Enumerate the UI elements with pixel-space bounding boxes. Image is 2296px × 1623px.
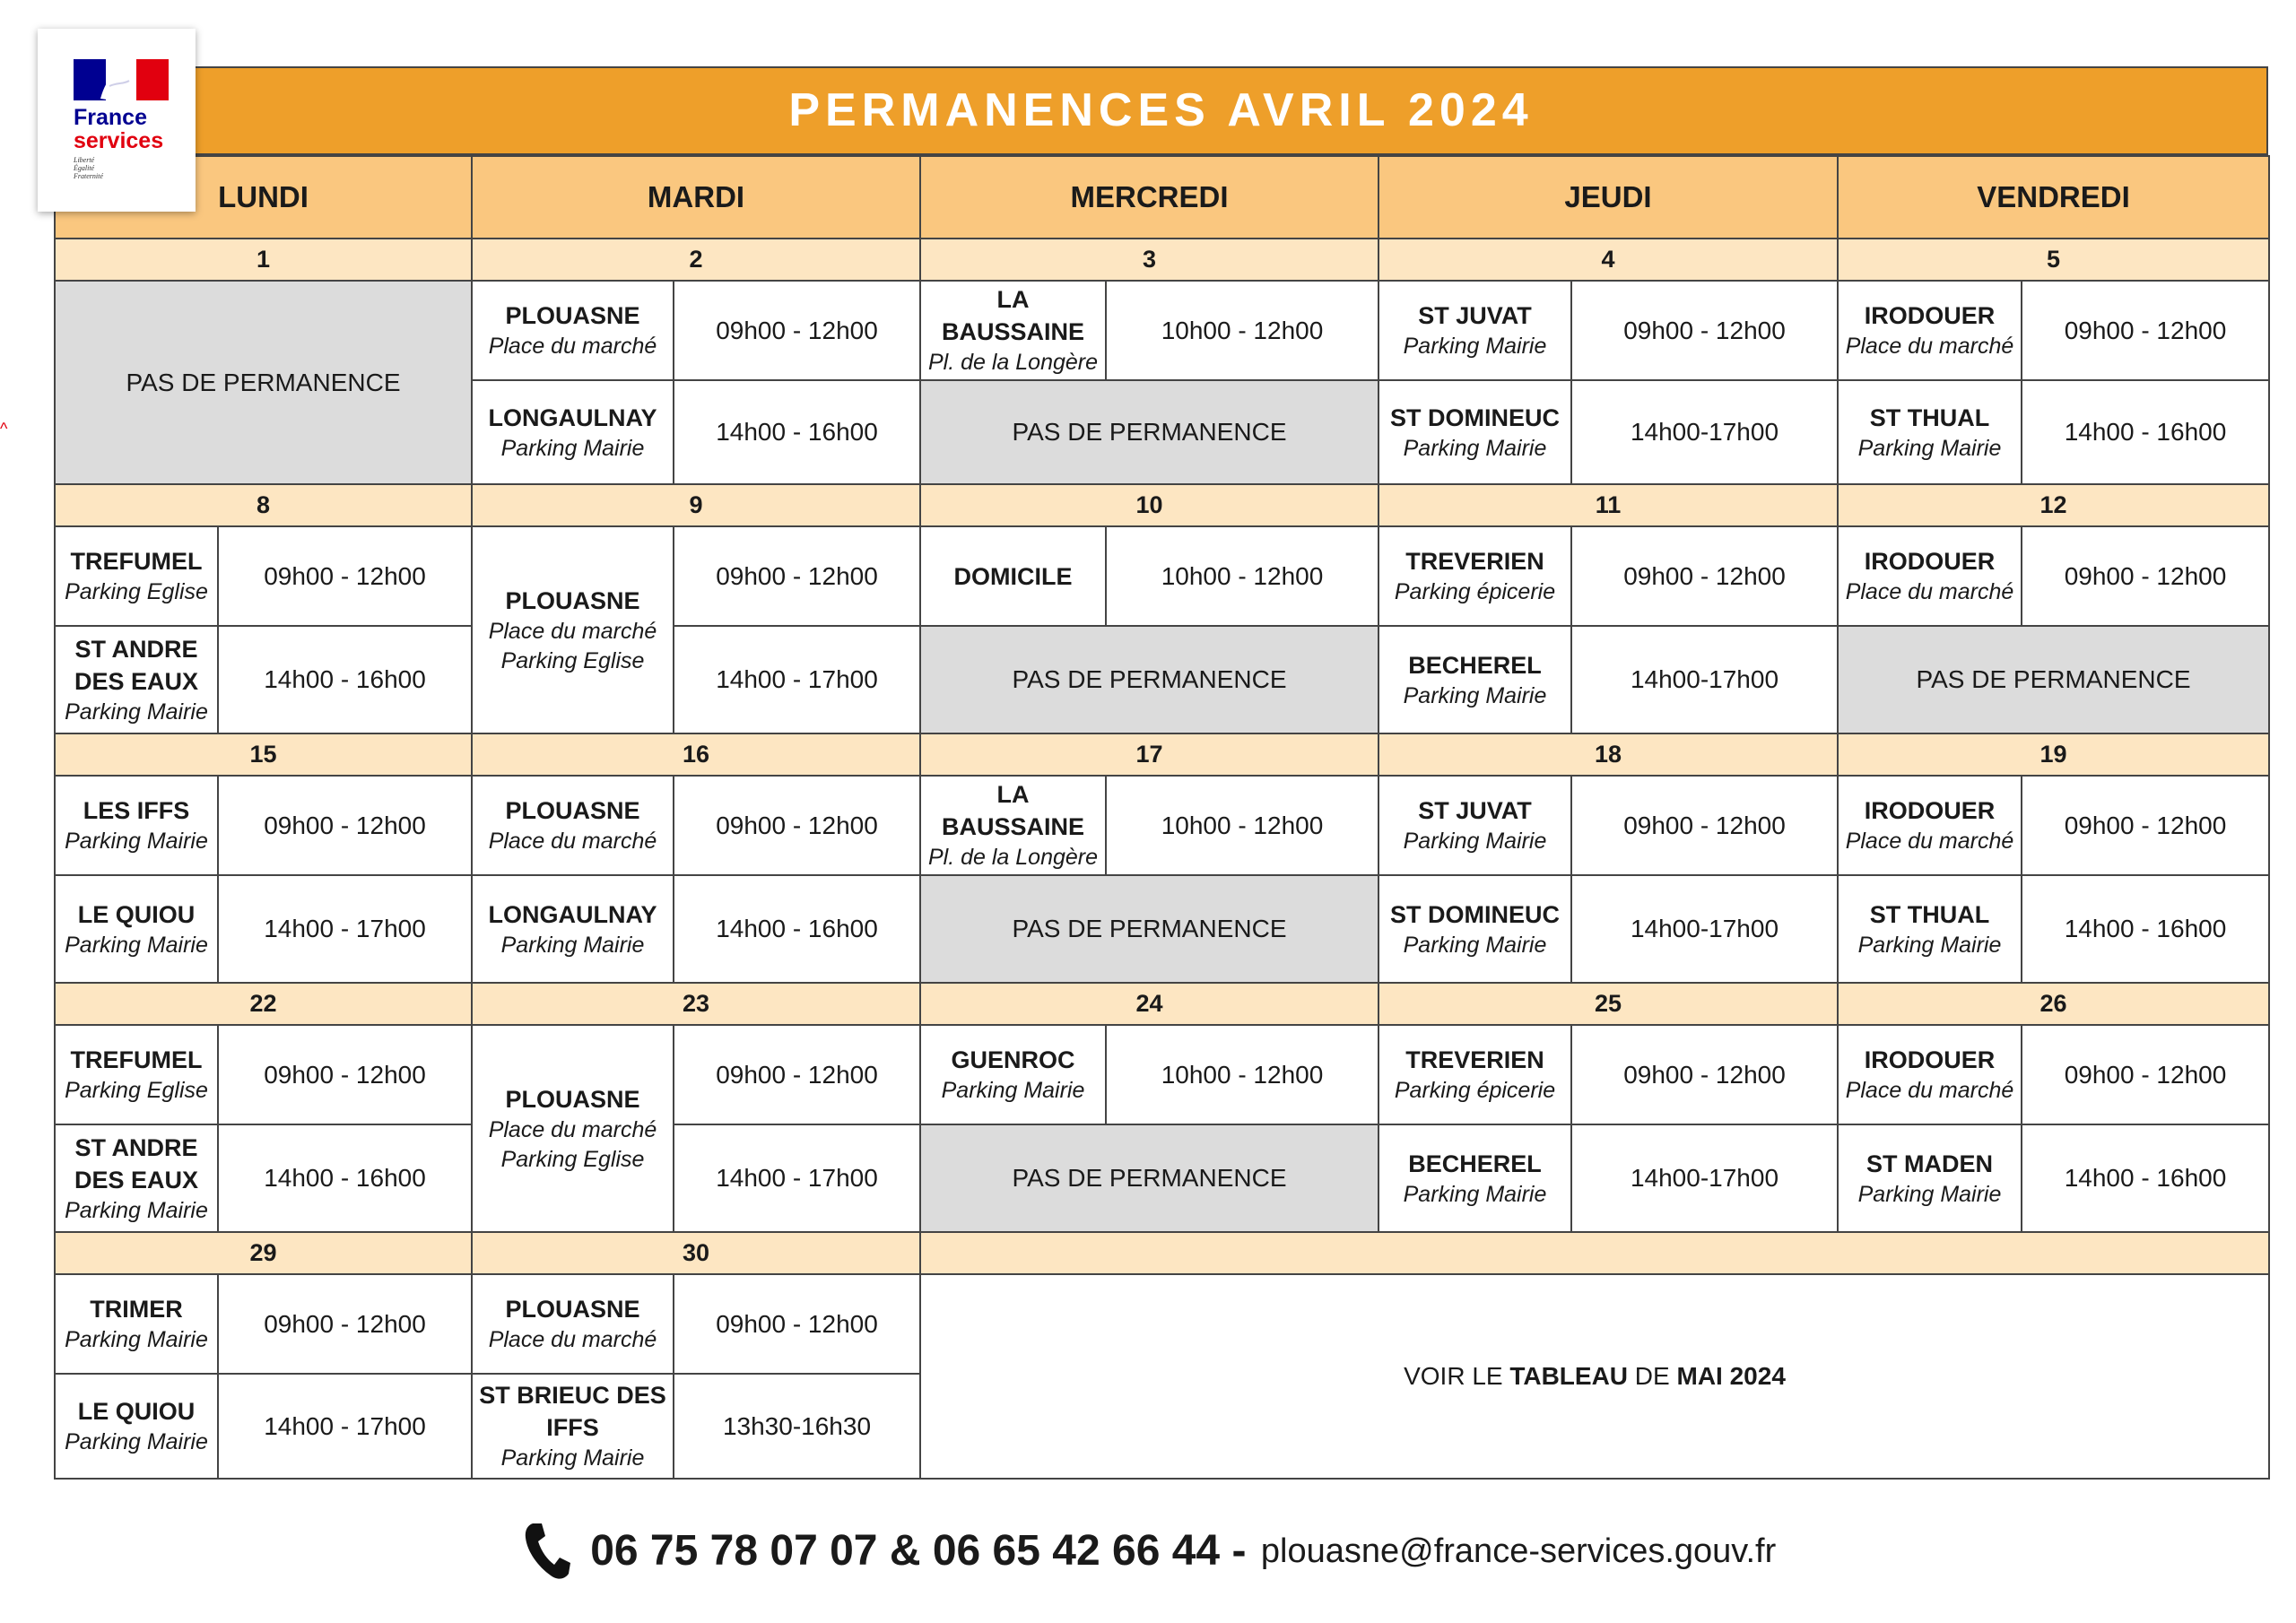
location-cell: TRIMER Parking Mairie <box>55 1274 218 1374</box>
date-row <box>55 733 2269 776</box>
date-cell: 11 <box>1378 484 1838 526</box>
date-cell: 24 <box>920 983 1378 1025</box>
no-permanence-cell: PAS DE PERMANENCE <box>55 281 472 484</box>
page-title: PERMANENCES AVRIL 2024 <box>54 66 2268 155</box>
time-cell: 14h00 - 17h00 <box>218 875 472 983</box>
location-cell: ST THUAL Parking Mairie <box>1838 875 2022 983</box>
date-cell: 18 <box>1378 733 1838 776</box>
location-cell: LES IFFS Parking Mairie <box>55 776 218 875</box>
location-cell: GUENROC Parking Mairie <box>920 1025 1106 1124</box>
date-cell: 4 <box>1378 239 1838 281</box>
date-cell: 3 <box>920 239 1378 281</box>
time-cell: 09h00 - 12h00 <box>674 776 920 875</box>
time-cell: 09h00 - 12h00 <box>674 1025 920 1124</box>
date-cell: 12 <box>1838 484 2269 526</box>
location-cell: LONGAULNAY Parking Mairie <box>472 380 674 484</box>
schedule-table <box>54 155 2270 1480</box>
time-cell: 09h00 - 12h00 <box>2022 281 2269 380</box>
date-cell: 30 <box>472 1232 920 1274</box>
time-cell: 14h00 - 16h00 <box>674 380 920 484</box>
see-may-table-note: VOIR LE TABLEAU DE MAI 2024 <box>920 1274 2269 1479</box>
day-header-mercredi: MERCREDI <box>920 156 1378 239</box>
contact-footer <box>0 1520 2296 1583</box>
morning-row <box>55 281 2269 380</box>
location-cell: ST DOMINEUC Parking Mairie <box>1378 380 1571 484</box>
date-row <box>55 983 2269 1025</box>
empty-date-cell <box>920 1232 2269 1274</box>
location-cell: PLOUASNE Place du marché <box>472 281 674 380</box>
time-cell: 14h00 - 16h00 <box>674 875 920 983</box>
no-permanence-cell: PAS DE PERMANENCE <box>920 380 1378 484</box>
time-cell: 14h00 - 16h00 <box>2022 1124 2269 1232</box>
location-cell: ST ANDRE DES EAUX Parking Mairie <box>55 1124 218 1232</box>
morning-row <box>55 1274 2269 1374</box>
location-cell: TREFUMEL Parking Eglise <box>55 1025 218 1124</box>
location-cell: LA BAUSSAINE Pl. de la Longère <box>920 776 1106 875</box>
location-cell: PLOUASNE Place du marché Parking Eglise <box>472 526 674 733</box>
time-cell: 14h00-17h00 <box>1571 380 1838 484</box>
location-cell: ST JUVAT Parking Mairie <box>1378 281 1571 380</box>
date-cell: 26 <box>1838 983 2269 1025</box>
logo-services-text: services <box>74 128 164 153</box>
afternoon-row <box>55 1124 2269 1232</box>
time-cell: 14h00 - 17h00 <box>218 1374 472 1479</box>
time-cell: 09h00 - 12h00 <box>2022 776 2269 875</box>
location-cell: PLOUASNE Place du marché <box>472 1274 674 1374</box>
time-cell: 10h00 - 12h00 <box>1106 281 1378 380</box>
afternoon-row <box>55 626 2269 733</box>
location-cell: ST THUAL Parking Mairie <box>1838 380 2022 484</box>
france-services-logo <box>38 29 196 212</box>
time-cell: 13h30-16h30 <box>674 1374 920 1479</box>
no-permanence-cell: PAS DE PERMANENCE <box>920 875 1378 983</box>
date-cell: 1 <box>55 239 472 281</box>
date-cell: 29 <box>55 1232 472 1274</box>
time-cell: 10h00 - 12h00 <box>1106 776 1378 875</box>
afternoon-row <box>55 875 2269 983</box>
time-cell: 09h00 - 12h00 <box>1571 776 1838 875</box>
location-cell: TREVERIEN Parking épicerie <box>1378 1025 1571 1124</box>
time-cell: 09h00 - 12h00 <box>674 1274 920 1374</box>
date-row <box>55 484 2269 526</box>
no-permanence-cell: PAS DE PERMANENCE <box>1838 626 2269 733</box>
no-permanence-cell: PAS DE PERMANENCE <box>920 1124 1378 1232</box>
time-cell: 09h00 - 12h00 <box>1571 1025 1838 1124</box>
time-cell: 09h00 - 12h00 <box>1571 526 1838 626</box>
logo-france-text: France <box>74 105 147 130</box>
date-cell: 5 <box>1838 239 2269 281</box>
location-cell: LONGAULNAY Parking Mairie <box>472 875 674 983</box>
location-cell: TREFUMEL Parking Eglise <box>55 526 218 626</box>
time-cell: 14h00 - 16h00 <box>2022 380 2269 484</box>
location-cell: BECHEREL Parking Mairie <box>1378 626 1571 733</box>
date-cell: 10 <box>920 484 1378 526</box>
location-cell: IRODOUER Place du marché <box>1838 526 2022 626</box>
location-cell: IRODOUER Place du marché <box>1838 281 2022 380</box>
location-cell: ST JUVAT Parking Mairie <box>1378 776 1571 875</box>
time-cell: 14h00-17h00 <box>1571 875 1838 983</box>
time-cell: 14h00 - 16h00 <box>218 1124 472 1232</box>
weekday-header-row <box>55 156 2269 239</box>
location-cell: ST BRIEUC DES IFFS Parking Mairie <box>472 1374 674 1479</box>
date-cell: 9 <box>472 484 920 526</box>
date-cell: 22 <box>55 983 472 1025</box>
edge-mark: ^ <box>0 420 8 438</box>
time-cell: 10h00 - 12h00 <box>1106 1025 1378 1124</box>
location-cell: DOMICILE <box>920 526 1106 626</box>
phone-icon <box>520 1520 574 1583</box>
time-cell: 14h00 - 17h00 <box>674 626 920 733</box>
morning-row <box>55 1025 2269 1124</box>
time-cell: 09h00 - 12h00 <box>218 776 472 875</box>
date-cell: 19 <box>1838 733 2269 776</box>
time-cell: 09h00 - 12h00 <box>218 1025 472 1124</box>
time-cell: 14h00-17h00 <box>1571 1124 1838 1232</box>
location-cell: BECHEREL Parking Mairie <box>1378 1124 1571 1232</box>
day-header-lundi: LUNDI <box>55 156 472 239</box>
time-cell: 14h00 - 17h00 <box>674 1124 920 1232</box>
time-cell: 10h00 - 12h00 <box>1106 526 1378 626</box>
location-cell: IRODOUER Place du marché <box>1838 776 2022 875</box>
morning-row <box>55 776 2269 875</box>
date-cell: 25 <box>1378 983 1838 1025</box>
time-cell: 09h00 - 12h00 <box>2022 1025 2269 1124</box>
time-cell: 09h00 - 12h00 <box>218 526 472 626</box>
location-cell: LE QUIOU Parking Mairie <box>55 875 218 983</box>
date-cell: 23 <box>472 983 920 1025</box>
date-row <box>55 239 2269 281</box>
day-header-jeudi: JEUDI <box>1378 156 1838 239</box>
time-cell: 09h00 - 12h00 <box>1571 281 1838 380</box>
location-cell: ST DOMINEUC Parking Mairie <box>1378 875 1571 983</box>
no-permanence-cell: PAS DE PERMANENCE <box>920 626 1378 733</box>
location-cell: ST ANDRE DES EAUX Parking Mairie <box>55 626 218 733</box>
location-cell: PLOUASNE Place du marché Parking Eglise <box>472 1025 674 1232</box>
location-cell: TREVERIEN Parking épicerie <box>1378 526 1571 626</box>
phone-numbers: 06 75 78 07 07 & 06 65 42 66 44 - <box>590 1527 1247 1575</box>
day-header-mardi: MARDI <box>472 156 920 239</box>
date-cell: 17 <box>920 733 1378 776</box>
date-cell: 16 <box>472 733 920 776</box>
date-row <box>55 1232 2269 1274</box>
date-cell: 15 <box>55 733 472 776</box>
time-cell: 09h00 - 12h00 <box>2022 526 2269 626</box>
time-cell: 09h00 - 12h00 <box>674 281 920 380</box>
time-cell: 14h00 - 16h00 <box>218 626 472 733</box>
location-cell: PLOUASNE Place du marché <box>472 776 674 875</box>
time-cell: 09h00 - 12h00 <box>674 526 920 626</box>
location-cell: IRODOUER Place du marché <box>1838 1025 2022 1124</box>
time-cell: 14h00 - 16h00 <box>2022 875 2269 983</box>
location-cell: LE QUIOU Parking Mairie <box>55 1374 218 1479</box>
day-header-vendredi: VENDREDI <box>1838 156 2269 239</box>
time-cell: 09h00 - 12h00 <box>218 1274 472 1374</box>
time-cell: 14h00-17h00 <box>1571 626 1838 733</box>
morning-row <box>55 526 2269 626</box>
email-address[interactable]: plouasne@france-services.gouv.fr <box>1260 1532 1777 1570</box>
date-cell: 2 <box>472 239 920 281</box>
logo-motto: Liberté Égalité Fraternité <box>74 156 103 180</box>
date-cell: 8 <box>55 484 472 526</box>
location-cell: ST MADEN Parking Mairie <box>1838 1124 2022 1232</box>
location-cell: LA BAUSSAINE Pl. de la Longère <box>920 281 1106 380</box>
marianne-flag-icon <box>74 59 169 100</box>
